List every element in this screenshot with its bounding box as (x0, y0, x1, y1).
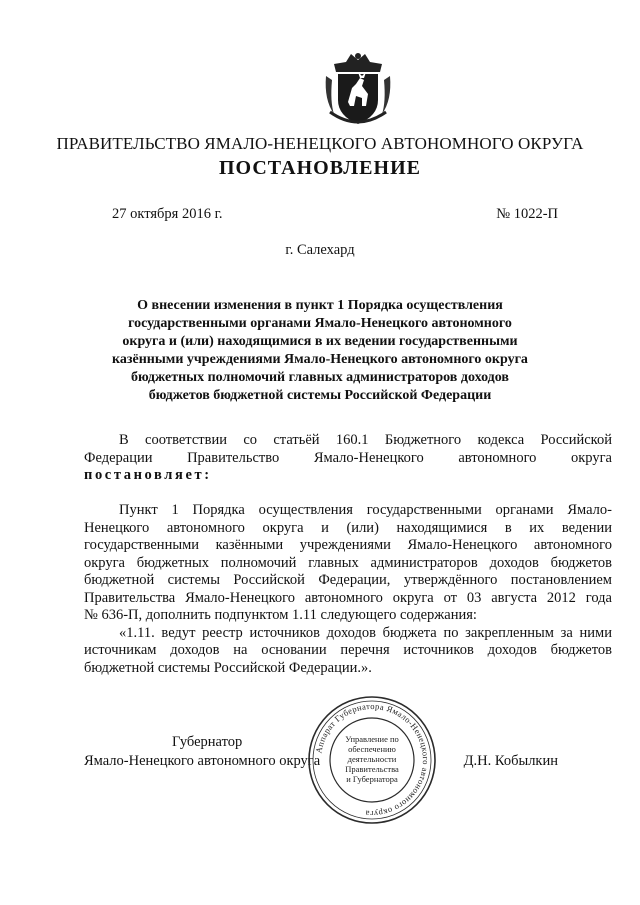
text-line: округа бюджетных полномочий главных администраторов доходов бюджетов (84, 554, 612, 571)
text-line: государственными казёнными учреждениями Ямало-Ненецкого автономного (84, 537, 612, 553)
quote-line: источникам доходов на основании перечня источников доходов бюджетов (84, 642, 612, 658)
title-line: О внесении изменения в пункт 1 Порядка осуществления (137, 298, 503, 313)
text-line: Пункт 1 Порядка осуществления государственными органами Ямало- (119, 502, 612, 518)
stamp-center-text (334, 734, 410, 784)
stamp-ring-text: Аппарат Губернатора Ямало-Ненецкого автономного округа (313, 700, 432, 820)
stamp-line: Управление по (345, 734, 399, 744)
government-name: ПРАВИТЕЛЬСТВО ЯМАЛО-НЕНЕЦКОГО АВТОНОМНОГО ОКРУГА (56, 134, 584, 153)
text-line: Правительства Ямало-Ненецкого автономного округа от 03 августа 2012 года (84, 589, 612, 606)
document-number: № 1022-П (496, 206, 558, 222)
stamp-line: обеспечению (348, 744, 396, 754)
document-city: г. Салехард (285, 242, 355, 258)
document-date: 27 октября 2016 г. (112, 206, 223, 222)
stamp-line: и Губернатора (346, 774, 398, 784)
document-type: ПОСТАНОВЛЕНИЕ (219, 157, 421, 179)
decree-word: постановляет: (84, 467, 212, 483)
title-line: государственными органами Ямало-Ненецкого автономного (128, 316, 512, 331)
text-line: бюджетной системы Российской Федерации, утверждённого постановлением (84, 572, 612, 588)
text-line: № 636-П, дополнить подпунктом 1.11 следующего содержания: (84, 607, 477, 623)
stamp-line: Правительства (345, 764, 399, 774)
clause-paragraph (84, 502, 612, 677)
signatory-name: Д.Н. Кобылкин (463, 753, 558, 769)
preamble-paragraph (84, 432, 612, 485)
quote-line: «1.11. ведут реестр источников доходов бюджета по закрепленным за ними (119, 624, 612, 641)
document-title (90, 297, 550, 405)
title-line: округа и (или) находящимися в их ведении государственными (122, 334, 518, 349)
stamp-line: деятельности (347, 754, 397, 764)
coat-of-arms-icon (322, 50, 394, 128)
text-line: Ненецкого автономного округа и (или) находящимися в их ведении (84, 519, 612, 536)
quote-line: бюджетной системы Российской Федерации.». (84, 659, 372, 676)
signatory-title: Губернатор (172, 734, 243, 750)
title-line: казёнными учреждениями Ямало-Ненецкого автономного округа (112, 352, 528, 367)
text-line: Федерации Правительство Ямало-Ненецкого автономного округа (84, 449, 612, 466)
signatory-organization: Ямало-Ненецкого автономного округа (84, 753, 321, 769)
title-line: бюджетных полномочий главных администраторов доходов (131, 370, 509, 385)
text-line: В соответствии со статьёй 160.1 Бюджетного кодекса Российской (119, 432, 612, 448)
title-line: бюджетов бюджетной системы Российской Федерации (148, 388, 492, 403)
